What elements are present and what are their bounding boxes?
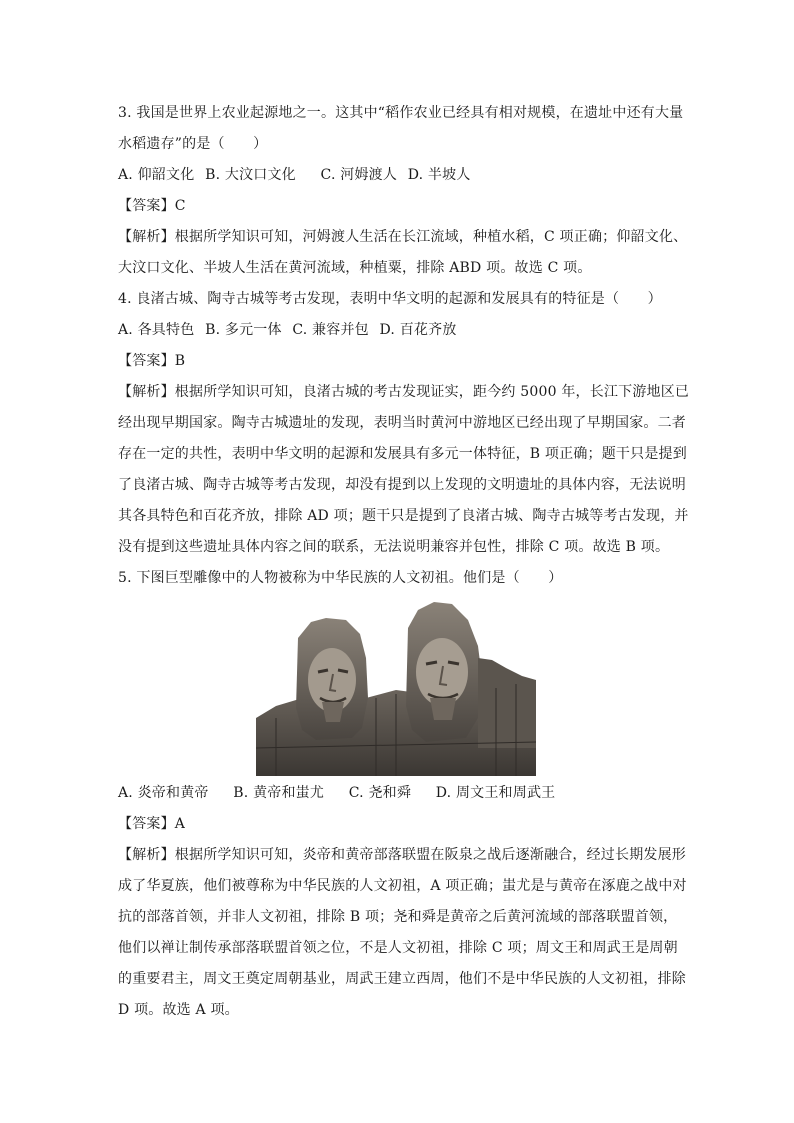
q5-analysis-line: 的重要君主，周文王奠定周朝基业，周武王建立西周，他们不是中华民族的人文初祖，排除 (118, 971, 686, 987)
q5-option-a: A. 炎帝和黄帝 (118, 785, 209, 801)
q3-options (118, 160, 678, 191)
q3-option-a: A. 仰韶文化 (118, 167, 195, 183)
q3-answer: 【答案】C (118, 198, 186, 214)
q4-answer: 【答案】B (118, 353, 186, 369)
q4-option-a: A. 各具特色 (118, 322, 195, 338)
q5-option-d: D. 周文王和周武王 (435, 785, 556, 801)
q4-analysis-line: 【解析】根据所学知识可知，良渚古城的考古发现证实，距今约 5000 年，长江下游地区已 (118, 384, 690, 400)
q5-option-c: C. 尧和舜 (348, 785, 412, 801)
q4-option-d: D. 百花齐放 (379, 322, 457, 338)
q5-stem: 5. 下图巨型雕像中的人物被称为中华民族的人文初祖。他们是（ ） (118, 570, 563, 586)
q3-stem-line-2: 水稻遗存”的是（ ） (118, 136, 268, 152)
q3-option-c: C. 河姆渡人 (320, 167, 398, 183)
q4-options (118, 315, 678, 346)
q5-analysis-line: 成了华夏族，他们被尊称为中华民族的人文初祖，A 项正确；蚩尤是与黄帝在涿鹿之战中对 (118, 878, 687, 894)
q5-answer: 【答案】A (118, 816, 186, 832)
q4-analysis-line: 经出现早期国家。陶寺古城遗址的发现，表明当时黄河中游地区已经出现了早期国家。二者 (118, 415, 686, 431)
q5-analysis-line: 抗的部落首领，并非人文初祖，排除 B 项；尧和舜是黄帝之后黄河流域的部落联盟首领， (118, 909, 678, 925)
q4-analysis-line: 了良渚古城、陶寺古城等考古发现，却没有提到以上发现的文明遗址的具体内容，无法说明 (118, 477, 686, 493)
q3-analysis-line: 【解析】根据所学知识可知，河姆渡人生活在长江流域，种植水稻，C 项正确；仰韶文化、 (118, 229, 688, 245)
q4-analysis-line: 存在一定的共性，表明中华文明的起源和发展具有多元一体特征，B 项正确；题干只是提到 (118, 446, 687, 462)
q5-analysis-line: 【解析】根据所学知识可知，炎帝和黄帝部落联盟在阪泉之战后逐渐融合，经过长期发展形 (118, 847, 686, 863)
q3-stem-line-1: 3. 我国是世界上农业起源地之一。这其中“稻作农业已经具有相对规模，在遗址中还有大量 (118, 105, 684, 121)
document-page (118, 98, 690, 1026)
q5-analysis-line: 他们以禅让制传承部落联盟首领之位，不是人文初祖，排除 C 项；周文王和周武王是周朝 (118, 940, 678, 956)
q3-analysis-line: 大汶口文化、半坡人生活在黄河流域，种植粟，排除 ABD 项。故选 C 项。 (118, 260, 592, 276)
q5-option-b: B. 黄帝和蚩尤 (233, 785, 325, 801)
q4-option-b: B. 多元一体 (205, 322, 282, 338)
q5-options (118, 778, 678, 809)
q3-option-d: D. 半坡人 (407, 167, 471, 183)
q4-analysis-line: 其各具特色和百花齐放，排除 AD 项；题干只是提到了良渚古城、陶寺古城等考古发现，并 (118, 508, 689, 524)
q4-option-c: C. 兼容并包 (292, 322, 369, 338)
q3-option-b: B. 大汶口文化 (205, 167, 296, 183)
yan-huang-statue-image (256, 598, 536, 776)
q5-analysis-line: D 项。故选 A 项。 (118, 1002, 239, 1018)
statue-figure (118, 598, 678, 776)
q4-stem: 4. 良渚古城、陶寺古城等考古发现，表明中华文明的起源和发展具有的特征是（ ） (118, 291, 662, 307)
q4-analysis-line: 没有提到这些遗址具体内容之间的联系，无法说明兼容并包性，排除 C 项。故选 B 项。 (118, 539, 670, 555)
